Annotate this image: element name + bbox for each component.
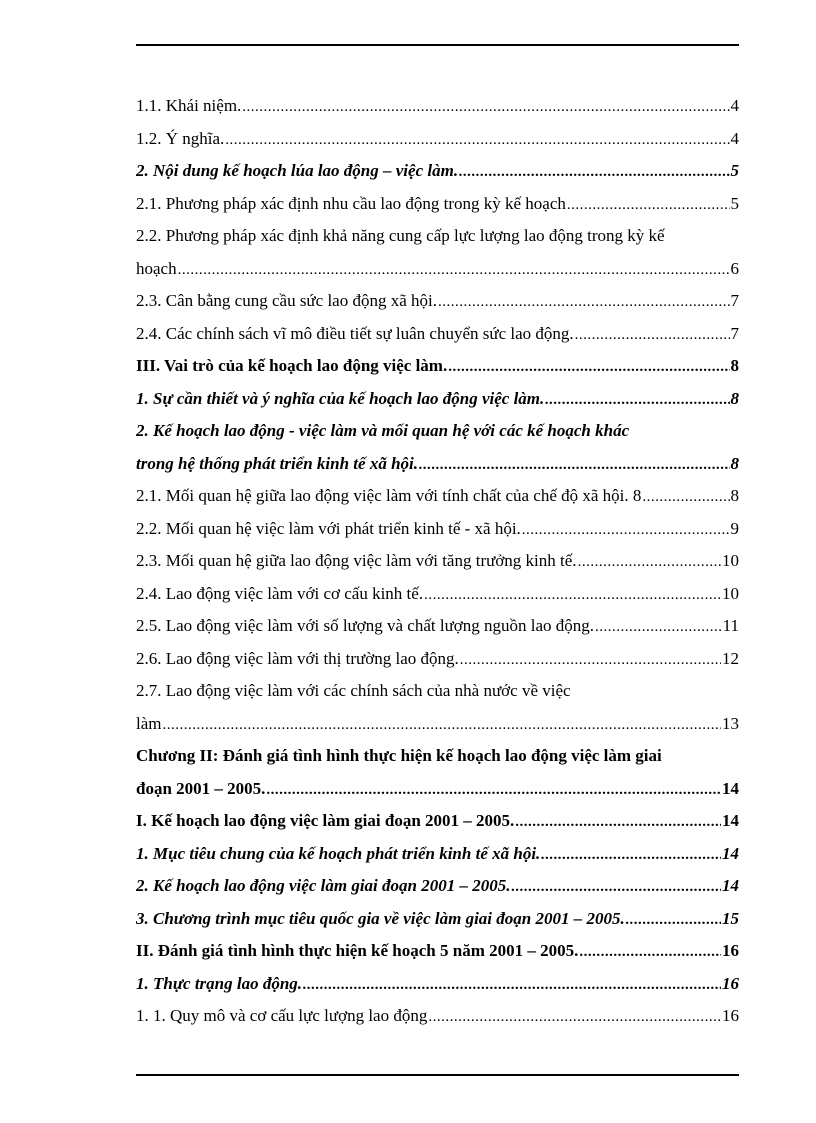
toc-entry-title: 2.3. Mối quan hệ giữa lao động việc làm với tăng trưởng kinh tế.	[136, 551, 577, 570]
footer-rule	[136, 1074, 739, 1076]
toc-entry-title: hoạch	[136, 258, 177, 278]
toc-entry[interactable]	[136, 805, 739, 838]
toc-page-number: 14	[722, 778, 739, 798]
toc-leader-dots	[567, 189, 730, 221]
toc-page-number: 8	[730, 356, 739, 375]
toc-entry[interactable]	[136, 285, 739, 318]
toc-entry-title: 1. Sự cần thiết và ý nghĩa của kế hoạch lao động việc làm.	[136, 388, 545, 408]
toc-page-number: 4	[730, 96, 739, 115]
toc-page-number: 10	[722, 583, 739, 603]
toc-entry-title: 2.2. Phương pháp xác định khả năng cung cấp lực lượng lao động trong kỳ kế	[136, 226, 665, 245]
toc-page-number: 16	[722, 941, 739, 960]
toc-entry[interactable]	[136, 675, 739, 708]
toc-entry[interactable]	[136, 578, 739, 611]
toc-page-number: 14	[722, 843, 739, 863]
toc-entry[interactable]	[136, 740, 739, 773]
toc-entry-title: 2.2. Mối quan hệ việc làm với phát triển kinh tế - xã hội.	[136, 518, 521, 538]
toc-page-number: 4	[730, 128, 739, 148]
toc-leader-dots	[303, 969, 721, 1001]
toc-entry-title: trong hệ thống phát triển kinh tế xã hội.	[136, 453, 418, 473]
toc-entry[interactable]	[136, 318, 739, 351]
toc-page-number: 14	[722, 876, 739, 895]
toc-entry[interactable]	[136, 188, 739, 221]
toc-leader-dots	[163, 709, 722, 741]
toc-page-number: 5	[730, 193, 739, 213]
toc-entry-title: 2.3. Cân bằng cung cầu sức lao động xã hội.	[136, 291, 437, 310]
toc-page-number: 7	[730, 323, 739, 343]
toc-entry[interactable]	[136, 480, 739, 513]
toc-entry[interactable]	[136, 708, 739, 741]
toc-page-number: 8	[730, 388, 739, 408]
toc-page-number: 8	[730, 453, 739, 473]
header-rule	[136, 44, 739, 46]
toc-entry[interactable]	[136, 383, 739, 416]
toc-entry-title: 1. 1. Quy mô và cơ cấu lực lượng lao động	[136, 1006, 428, 1025]
toc-entry-title: I. Kế hoạch lao động việc làm giai đoạn 2001 – 2005.	[136, 811, 515, 830]
toc-entry-title: 2.4. Lao động việc làm với cơ cấu kinh tế.	[136, 583, 424, 603]
table-of-contents	[136, 90, 739, 1033]
toc-entry-title: 1. Mục tiêu chung của kế hoạch phát triển kinh tế xã hội.	[136, 843, 541, 863]
toc-entry-title: 2.1. Phương pháp xác định nhu cầu lao động trong kỳ kế hoạch	[136, 193, 566, 213]
toc-leader-dots	[595, 611, 722, 643]
toc-entry-title: 2. Nội dung kế hoạch lúa lao động – việc làm.	[136, 161, 459, 180]
toc-page-number: 5	[730, 161, 739, 180]
toc-entry[interactable]	[136, 90, 739, 123]
toc-entry-title: 2. Kế hoạch lao động - việc làm và mối quan hệ với các kế hoạch khác	[136, 421, 630, 440]
toc-page-number: 15	[722, 908, 739, 928]
toc-entry-title: Chương II: Đánh giá tình hình thực hiện kế hoạch lao động việc làm giai	[136, 746, 662, 765]
toc-entry-title: 2. Kế hoạch lao động việc làm giai đoạn 2001 – 2005.	[136, 876, 511, 895]
toc-entry[interactable]	[136, 220, 739, 253]
toc-page-number: 16	[722, 973, 739, 993]
toc-entry-title: 2.1. Mối quan hệ giữa lao động việc làm với tính chất của chế độ xã hội. 8	[136, 486, 642, 505]
toc-entry-title: III. Vai trò của kế hoạch lao động việc làm.	[136, 356, 448, 375]
toc-entry-title: làm	[136, 713, 162, 733]
toc-leader-dots	[448, 351, 729, 383]
toc-page-number: 10	[722, 551, 739, 570]
toc-leader-dots	[419, 449, 730, 481]
toc-entry[interactable]	[136, 968, 739, 1001]
toc-leader-dots	[242, 91, 729, 123]
toc-entry-title: 2.7. Lao động việc làm với các chính sách của nhà nước về việc	[136, 681, 571, 700]
toc-leader-dots	[266, 774, 721, 806]
toc-entry-title: 2.6. Lao động việc làm với thị trường lao động.	[136, 648, 459, 668]
toc-leader-dots	[438, 286, 730, 318]
toc-page-number: 13	[722, 713, 739, 733]
toc-entry-title: II. Đánh giá tình hình thực hiện kế hoạch 5 năm 2001 – 2005.	[136, 941, 579, 960]
toc-page-number: 16	[722, 1006, 739, 1025]
toc-leader-dots	[511, 871, 721, 903]
toc-entry[interactable]	[136, 838, 739, 871]
toc-page-number: 8	[730, 486, 739, 505]
toc-leader-dots	[541, 839, 721, 871]
toc-leader-dots	[428, 1001, 721, 1033]
toc-leader-dots	[178, 254, 730, 286]
toc-entry-title: 1.1. Khái niệm.	[136, 96, 242, 115]
toc-entry[interactable]	[136, 123, 739, 156]
toc-leader-dots	[460, 644, 721, 676]
toc-entry[interactable]	[136, 545, 739, 578]
toc-leader-dots	[522, 514, 730, 546]
toc-leader-dots	[424, 579, 721, 611]
toc-entry-title: 3. Chương trình mục tiêu quốc gia về việc làm giai đoạn 2001 – 2005.	[136, 908, 625, 928]
toc-page-number: 9	[730, 518, 739, 538]
toc-entry[interactable]	[136, 448, 739, 481]
toc-entry[interactable]	[136, 253, 739, 286]
toc-leader-dots	[459, 156, 729, 188]
toc-leader-dots	[225, 124, 729, 156]
toc-entry-title: 2.5. Lao động việc làm với số lượng và chất lượng nguồn lao động.	[136, 616, 595, 635]
toc-entry[interactable]	[136, 415, 739, 448]
toc-leader-dots	[626, 904, 721, 936]
toc-page-number: 14	[722, 811, 739, 830]
toc-entry-title: đoạn 2001 – 2005.	[136, 778, 266, 798]
toc-entry[interactable]	[136, 513, 739, 546]
toc-entry[interactable]	[136, 935, 739, 968]
toc-entry[interactable]	[136, 1000, 739, 1033]
toc-entry[interactable]	[136, 903, 739, 936]
toc-entry[interactable]	[136, 870, 739, 903]
toc-leader-dots	[515, 806, 721, 838]
toc-leader-dots	[545, 384, 729, 416]
toc-entry[interactable]	[136, 643, 739, 676]
toc-leader-dots	[579, 936, 721, 968]
toc-entry[interactable]	[136, 610, 739, 643]
toc-entry-title: 2.4. Các chính sách vĩ mô điều tiết sự luân chuyển sức lao động.	[136, 323, 574, 343]
toc-page-number: 11	[722, 616, 739, 635]
toc-leader-dots	[578, 546, 721, 578]
toc-page-number: 6	[730, 258, 739, 278]
toc-leader-dots	[642, 481, 729, 513]
toc-page-number: 12	[722, 648, 739, 668]
toc-entry[interactable]	[136, 155, 739, 188]
toc-entry-title: 1.2. Ý nghĩa.	[136, 128, 225, 148]
toc-page-number: 7	[730, 291, 739, 310]
toc-entry[interactable]	[136, 350, 739, 383]
toc-leader-dots	[575, 319, 730, 351]
toc-entry-title: 1. Thực trạng lao động.	[136, 973, 303, 993]
toc-entry[interactable]	[136, 773, 739, 806]
